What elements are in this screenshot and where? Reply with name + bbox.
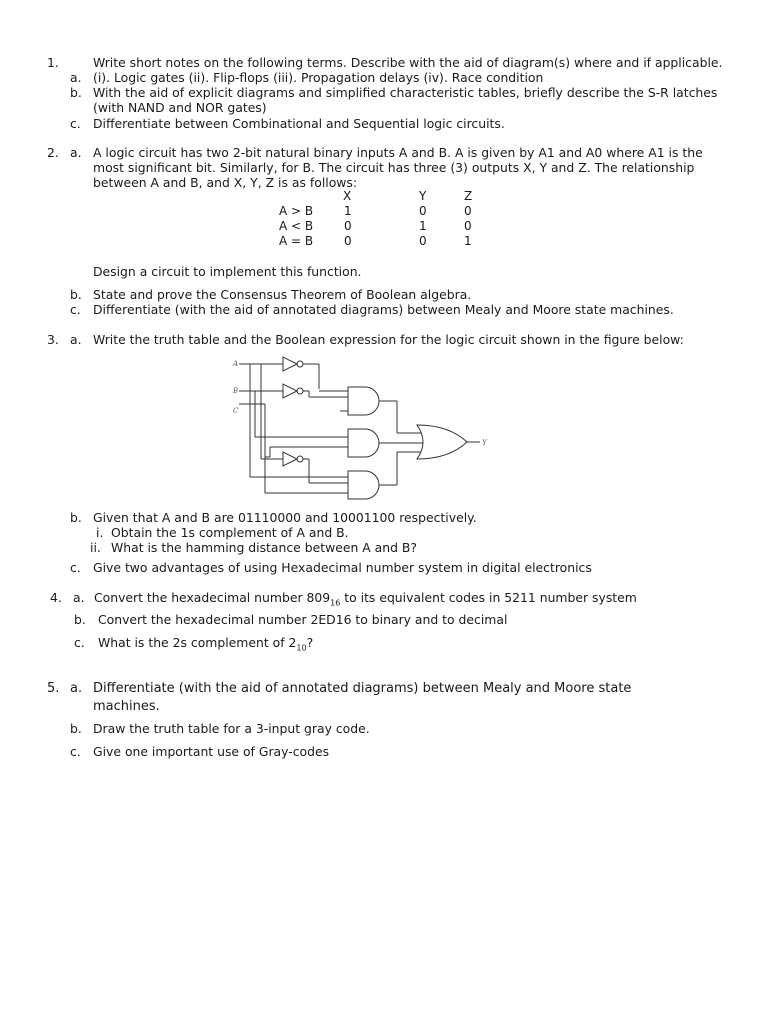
- or-gate: [417, 425, 467, 459]
- q5-number: 5.: [47, 681, 60, 696]
- and-gate-1: [348, 387, 379, 415]
- q2a-text-line2: most significant bit. Similarly, for B. The circuit has three (3) outputs X, Y and Z. The relationship: [93, 160, 695, 175]
- logic-circuit-diagram: [225, 355, 495, 505]
- q3-number: 3.: [47, 332, 59, 347]
- q3bii-label: ii.: [90, 540, 101, 555]
- q1-number: 1.: [47, 55, 59, 70]
- table-cell-z: 0: [464, 219, 472, 233]
- q5c-label: c.: [70, 744, 81, 759]
- q1b-text-line2: (with NAND and NOR gates): [93, 100, 267, 115]
- and-gate-2: [348, 429, 379, 457]
- table-cell-y: 0: [419, 234, 427, 248]
- input-label-b: B: [233, 387, 239, 395]
- table-row: [268, 204, 488, 219]
- q3a-text: Write the truth table and the Boolean expression for the logic circuit shown in the figure below:: [93, 332, 684, 347]
- table-row: [268, 234, 488, 249]
- table-row: [268, 219, 488, 234]
- q1b-text-line1: With the aid of explicit diagrams and simplified characteristic tables, briefly describe the S-R latches: [93, 85, 718, 100]
- q1-intro: Write short notes on the following terms. Describe with the aid of diagram(s) where and if applicable.: [93, 55, 723, 70]
- q5a-label: a.: [70, 681, 83, 696]
- q5c-text: Give one important use of Gray-codes: [93, 744, 330, 759]
- q4b-text: Convert the hexadecimal number 2ED16 to binary and to decimal: [98, 612, 508, 627]
- q2a-text-line3: between A and B, and X, Y, Z is as follows:: [93, 175, 358, 190]
- q1a-label: a.: [70, 70, 82, 85]
- not-gate-a: [283, 357, 297, 371]
- not-gate-c: [283, 452, 297, 466]
- not-gate-b: [283, 384, 297, 398]
- q3c-text: Give two advantages of using Hexadecimal number system in digital electronics: [93, 560, 592, 575]
- table-header-row: [268, 189, 488, 204]
- q3bi-text: Obtain the 1s complement of A and B.: [111, 525, 349, 540]
- q5b-label: b.: [70, 721, 82, 736]
- input-label-a: A: [233, 360, 239, 368]
- q5a-text-line1: Differentiate (with the aid of annotated diagrams) between Mealy and Moore state: [93, 681, 632, 696]
- q4c-text: What is the 2s complement of $2_{10}$?: [98, 635, 314, 653]
- q1b-label: b.: [70, 85, 82, 100]
- q2a-label: a.: [70, 145, 82, 160]
- q3a-label: a.: [70, 332, 82, 347]
- q2-number: 2.: [47, 145, 59, 160]
- q5a-text-line2: machines.: [93, 699, 160, 714]
- and-gate-3: [348, 471, 379, 499]
- table-cell-x: 0: [344, 219, 352, 233]
- q2b-label: b.: [70, 287, 82, 302]
- table-cell-y: 0: [419, 204, 427, 218]
- q4b-label: b.: [74, 612, 86, 627]
- q3b-text: Given that A and B are 01110000 and 10001100 respectively.: [93, 510, 477, 525]
- table-row-label: A > B: [279, 204, 314, 218]
- table-header-z: Z: [464, 189, 473, 203]
- table-header-x: X: [343, 189, 352, 203]
- q4c-label: c.: [74, 635, 85, 650]
- q3bi-label: i.: [96, 525, 104, 540]
- table-cell-z: 1: [464, 234, 472, 248]
- q3b-label: b.: [70, 510, 82, 525]
- table-row-label: A < B: [279, 219, 314, 233]
- q5b-text: Draw the truth table for a 3-input gray code.: [93, 721, 370, 736]
- table-cell-z: 0: [464, 204, 472, 218]
- comparison-table: [268, 189, 488, 249]
- table-cell-x: 1: [344, 204, 352, 218]
- q2c-label: c.: [70, 302, 81, 317]
- q2c-text: Differentiate (with the aid of annotated diagrams) between Mealy and Moore state machines.: [93, 302, 674, 317]
- table-header-y: Y: [419, 189, 427, 203]
- q1a-text: (i). Logic gates (ii). Flip-flops (iii). Propagation delays (iv). Race condition: [93, 70, 544, 85]
- q4-number: 4.: [50, 590, 62, 605]
- q2a-text-line1: A logic circuit has two 2-bit natural binary inputs A and B. A is given by A1 and A0 where A1 is the: [93, 145, 703, 160]
- q2b-text: State and prove the Consensus Theorem of Boolean algebra.: [93, 287, 472, 302]
- q1c-text: Differentiate between Combinational and Sequential logic circuits.: [93, 116, 505, 131]
- q4a-label: a.: [73, 590, 85, 605]
- table-cell-x: 0: [344, 234, 352, 248]
- output-label-y: Y: [482, 439, 487, 447]
- table-cell-y: 1: [419, 219, 427, 233]
- q3c-label: c.: [70, 560, 81, 575]
- input-label-c: C: [233, 407, 239, 415]
- q3bii-text: What is the hamming distance between A and B?: [111, 540, 417, 555]
- q2a-design: Design a circuit to implement this function.: [93, 264, 362, 279]
- table-row-label: A = B: [279, 234, 314, 248]
- q1c-label: c.: [70, 116, 81, 131]
- q4a-text: Convert the hexadecimal number $809_{16}$ to its equivalent codes in 5211 number system: [94, 590, 637, 608]
